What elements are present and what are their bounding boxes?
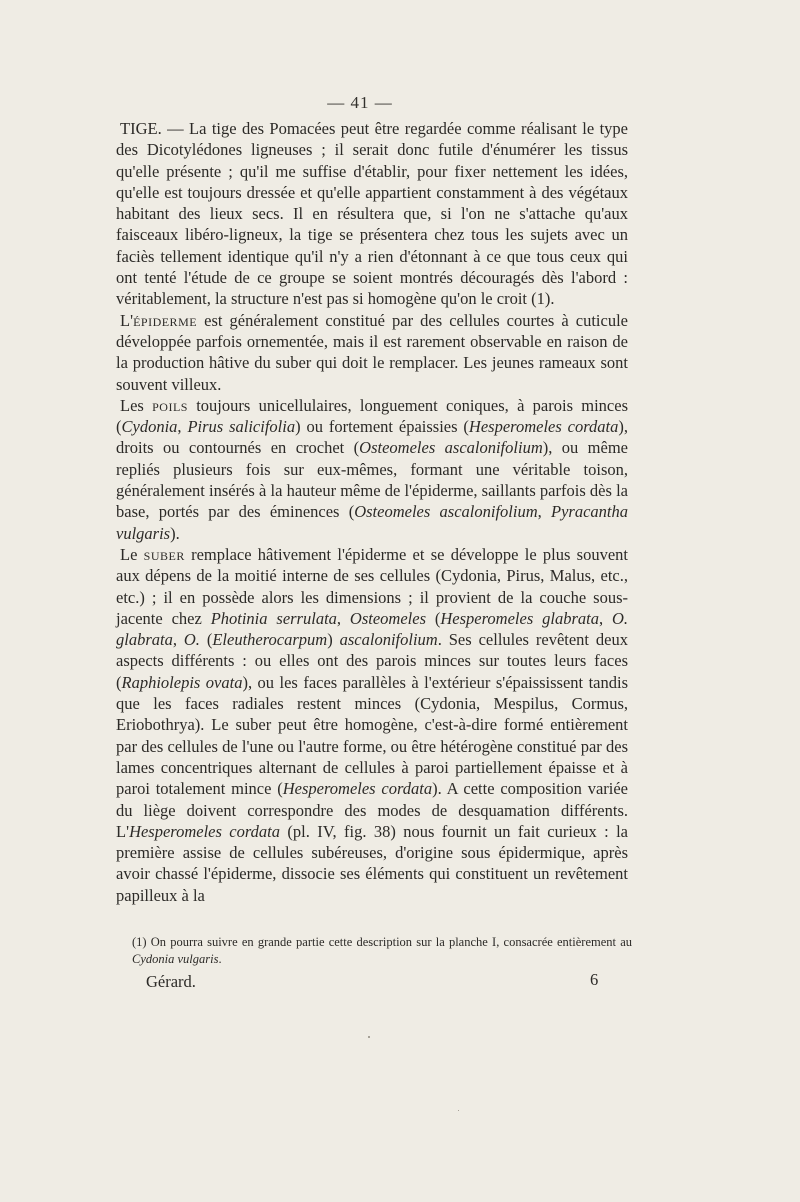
section-head-poils: poils (152, 395, 188, 415)
taxon-name: Raphiolepis ovata (121, 672, 243, 692)
signature-mark: 6 (590, 970, 599, 989)
taxon-name: Photinia serrulata (210, 608, 337, 628)
section-head-tige: TIGE. (120, 119, 162, 138)
body-text (116, 118, 628, 906)
taxon-name: Cydonia vulgaris (132, 952, 219, 966)
footnote: (1) On pourra suivre en grande partie cette description sur la planche I, consacrée entièrement au Cydonia vulgaris. (132, 935, 632, 966)
paragraph-suber: Le suber remplace hâtivement l'épiderme et se développe le plus souvent aux dépens de la moitié interne de ses cellules (Cydonia, Pirus, Malus, etc., etc.) ; il en possède alors les dimensions ; il provient de la couche sous-jacente chez Photinia serrulata, Osteomeles (Hesperomeles glabrata, O. glabrata, O. (Eleutherocarpum) ascalonifolium. Ses cellules revêtent deux aspects différents : ou elles ont des parois minces sur toutes leurs faces (Raphiolepis ovata), ou les faces parallèles à l'extérieur s'épaississent tandis que les faces radiales restent minces (Cydonia, Mespilus, Cormus, Eriobothrya). Le suber peut être homogène, c'est-à-dire formé entièrement par des cellules de l'une ou l'autre forme, ou être hétérogène constitué par des lames concentriques alternant de cellules à paroi partiellement épaisse et à paroi totalement mince (Hesperomeles cordata). A cette composition variée du liège doivent correspondre des modes de desquamation différents. L'Hesperomeles cordata (pl. IV, fig. 38) nous fournit un fait curieux : la première assise de cellules subéreuses, d'origine sous épidermique, après avoir chassé l'épiderme, dissocie ses éléments qui constituent un revêtement papilleux à la (116, 544, 629, 905)
footer-author: Gérard. (146, 972, 196, 991)
taxon-name: Osteomeles ascalonifolium (354, 502, 538, 522)
taxon-name: Pirus salicifolia (187, 417, 296, 437)
page-number: — 41 — (327, 93, 393, 112)
taxon-name: Hesperomeles cordata (282, 779, 433, 799)
taxon-name: Hesperomeles cordata (129, 821, 281, 841)
paragraph-poils: Les poils toujours unicellulaires, longuement coniques, à parois minces (Cydonia, Pirus salicifolia) ou fortement épaissies (Hesperomeles cordata), droits ou contournés en crochet (Osteomeles ascalonifolium), ou même repliés plusieurs fois sur eux-mêmes, formant une véritable toison, généralement insérés à la hauteur même de l'épiderme, saillants parfois dès la base, portés par des éminences (Osteomeles ascalonifolium, Pyracantha vulgaris). (116, 395, 629, 543)
taxon-name: O. (183, 630, 200, 650)
taxon-name: Eleutherocarpum (212, 630, 328, 650)
paper-speck (458, 1110, 459, 1111)
taxon-name: Osteomeles ascalonifolium (359, 438, 543, 458)
taxon-name: ascalonifolium (339, 630, 438, 650)
section-head-epiderme: épiderme (133, 310, 198, 330)
taxon-name: O. glabrata (116, 608, 629, 650)
section-head-suber: suber (143, 544, 185, 564)
paragraph-epiderme: L'épiderme est généralement constitué par des cellules courtes à cuticule développée parfois ornementée, mais il est rarement observable en raison de la production hâtive du suber qui doit le remplacer. Les jeunes rameaux sont souvent villeux. (116, 310, 628, 394)
taxon-name: Hesperomeles cordata (468, 417, 619, 437)
taxon-name: Osteomeles (349, 608, 426, 628)
paragraph-tige: TIGE. — La tige des Pomacées peut être regardée comme réalisant le type des Dicotylédones ligneuses ; il serait donc futile d'énumérer les tissus qu'elle présente ; qu'il me suffise d'établir, pour fixer nettement les idées, qu'elle est toujours dressée et qu'elle appartient constamment à des végétaux habitant des lieux secs. Il en résultera que, si l'on ne s'attache qu'aux faisceaux libéro-ligneux, la tige se présentera chez tous les sujets avec un faciès tellement identique qu'il n'y a rien d'étonnant à ce que tous ceux qui ont tenté l'étude de ce groupe se soient montrés découragés dès l'abord : véritablement, la structure n'est pas si homogène qu'on le croit (1). (116, 119, 628, 309)
taxon-name: Pyracantha vulgaris (116, 502, 628, 543)
paper-speck (368, 1036, 370, 1038)
taxon-name: Hesperomeles glabrata (440, 608, 599, 628)
taxon-name: Cydonia (121, 417, 178, 437)
